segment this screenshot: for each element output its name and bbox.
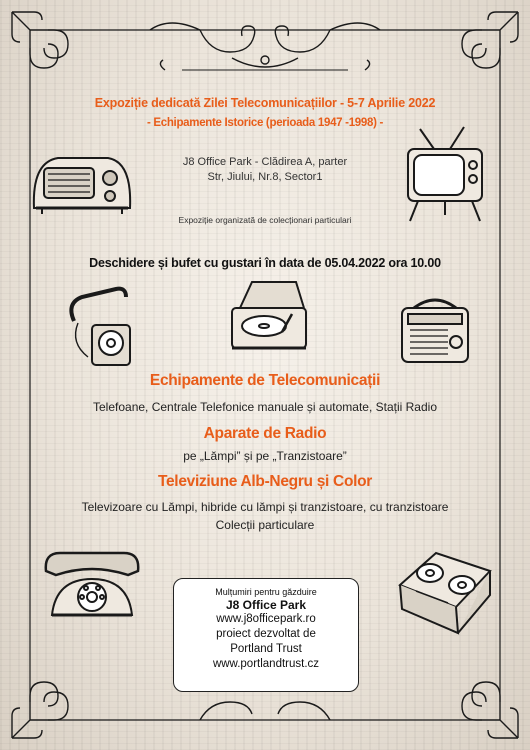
section-heading-tv: Televiziune Alb-Negru și Color [157, 473, 373, 490]
vintage-radio-icon [28, 150, 136, 220]
transistor-radio-icon [396, 290, 474, 368]
section-text-tv-2: Colecții particulare [215, 518, 315, 532]
section-text-radio: pe „Lămpi” și pe „Tranzistoare” [183, 449, 347, 463]
section-heading-telecom: Echipamente de Telecomunicații [149, 372, 381, 389]
venue-name: J8 Office Park [225, 598, 307, 612]
developer-label: proiect dezvoltat de [216, 628, 316, 640]
section-text-tv-1: Televizoare cu Lămpi, hibride cu lămpi și tranzistoare, cu tranzistoare [81, 500, 449, 514]
venue-website-link[interactable]: www.j8officepark.ro [216, 613, 316, 625]
thanks-title: Mulțumiri pentru găzduire [215, 587, 317, 597]
retro-tv-icon [398, 125, 494, 225]
section-text-telecom: Telefoane, Centrale Telefonice manuale și automate, Stații Radio [93, 400, 437, 414]
developer-website-link[interactable]: www.portlandtrust.cz [212, 658, 320, 670]
opening-announcement: Deschidere și bufet cu gustari în data de 05.04.2022 ora 10.00 [89, 256, 441, 270]
developer-name: Portland Trust [230, 643, 302, 655]
exhibition-title: Expoziție dedicată Zilei Telecomunicațiilor - 5-7 Aprilie 2022 [94, 96, 436, 110]
address-line-1: J8 Office Park - Clădirea A, parter [182, 156, 348, 168]
sponsor-box [173, 578, 359, 692]
rotary-phone-icon [36, 545, 148, 623]
address-line-2: Str, Jiului, Nr.8, Sector1 [207, 171, 323, 183]
organizer-note: Expoziție organizată de colecționari particulari [178, 215, 352, 225]
rotary-wall-phone-icon [60, 285, 142, 375]
section-heading-radio: Aparate de Radio [203, 425, 327, 442]
exhibition-subtitle: - Echipamente Istorice (perioada 1947 -1998) - [146, 117, 384, 129]
record-player-icon [226, 278, 312, 360]
reel-tape-recorder-icon [386, 545, 500, 645]
